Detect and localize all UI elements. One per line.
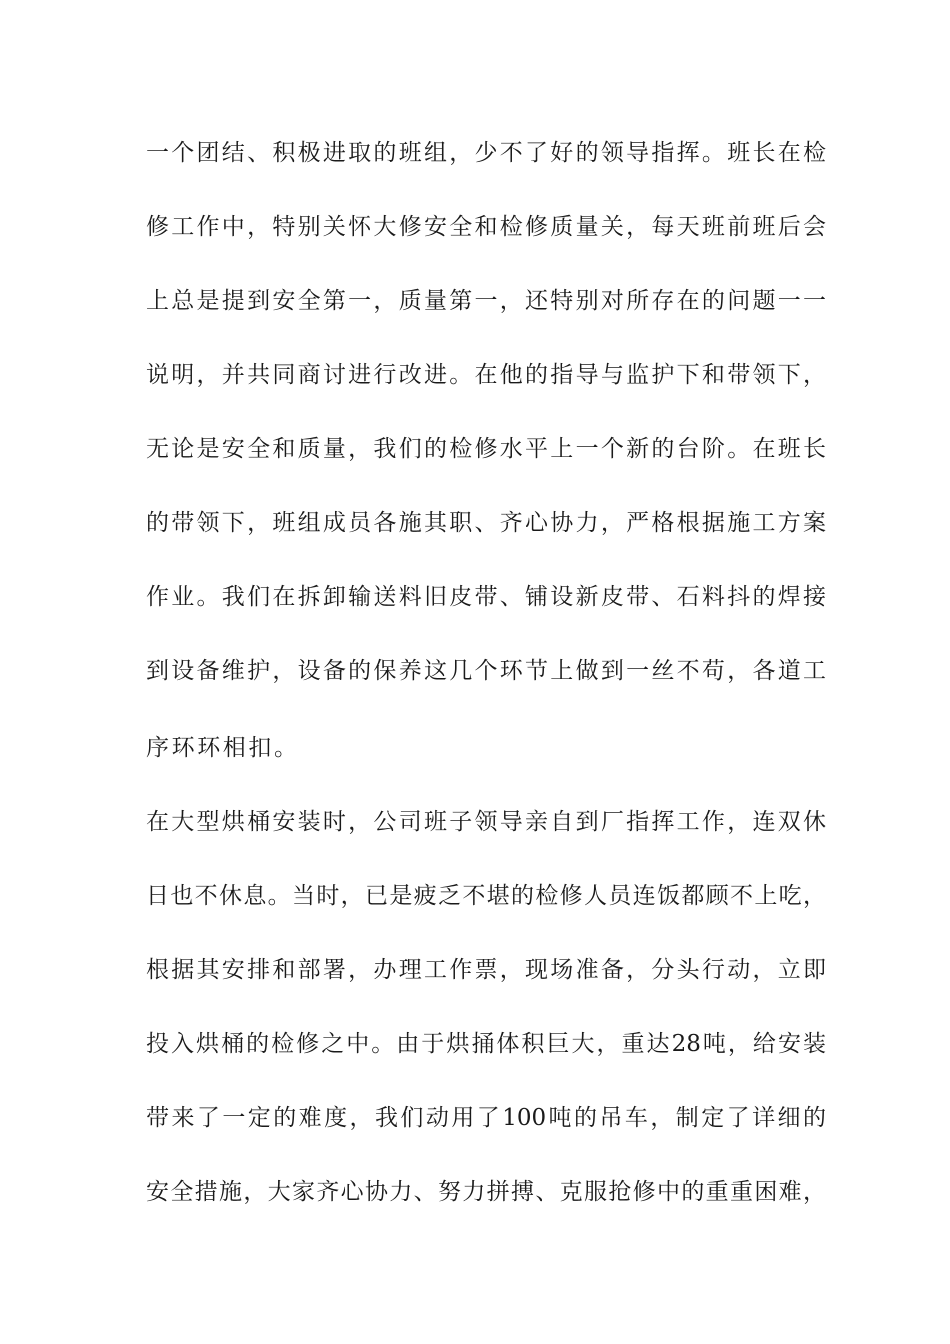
text-line-6: 的带领下，班组成员各施其职、齐心协力，严格根据施工方案 <box>146 510 826 536</box>
text-line-8: 到设备维护，设备的保养这几个环节上做到一丝不苟，各道工 <box>146 658 826 684</box>
text-line-15: 安全措施，大家齐心协力、努力拼搏、克服抢修中的重重困难， <box>146 1179 826 1205</box>
text-line-5: 无论是安全和质量，我们的检修水平上一个新的台阶。在班长 <box>146 436 826 462</box>
text-line-1: 一个团结、积极进取的班组，少不了好的领导指挥。班长在检 <box>146 140 826 166</box>
text-line-9: 序环环相扣。 <box>146 735 300 761</box>
text-line-3: 上总是提到安全第一，质量第一，还特别对所存在的问题一一 <box>146 288 826 314</box>
text-line-11: 日也不休息。当时，已是疲乏不堪的检修人员连饭都顾不上吃， <box>146 883 826 909</box>
text-line-14: 带来了一定的难度，我们动用了100吨的吊车，制定了详细的 <box>146 1105 826 1131</box>
text-line-10: 在大型烘桶安装时，公司班子领导亲自到厂指挥工作，连双休 <box>146 809 826 835</box>
text-line-13: 投入烘桶的检修之中。由于烘捅体积巨大，重达28吨，给安装 <box>146 1031 826 1057</box>
text-line-4: 说明，并共同商讨进行改进。在他的指导与监护下和带领下， <box>146 362 826 388</box>
text-line-2: 修工作中，特别关怀大修安全和检修质量关，每天班前班后会 <box>146 214 826 240</box>
text-line-7: 作业。我们在拆卸输送料旧皮带、铺设新皮带、石料抖的焊接 <box>146 584 826 610</box>
text-line-12: 根据其安排和部署，办理工作票，现场准备，分头行动，立即 <box>146 957 826 983</box>
